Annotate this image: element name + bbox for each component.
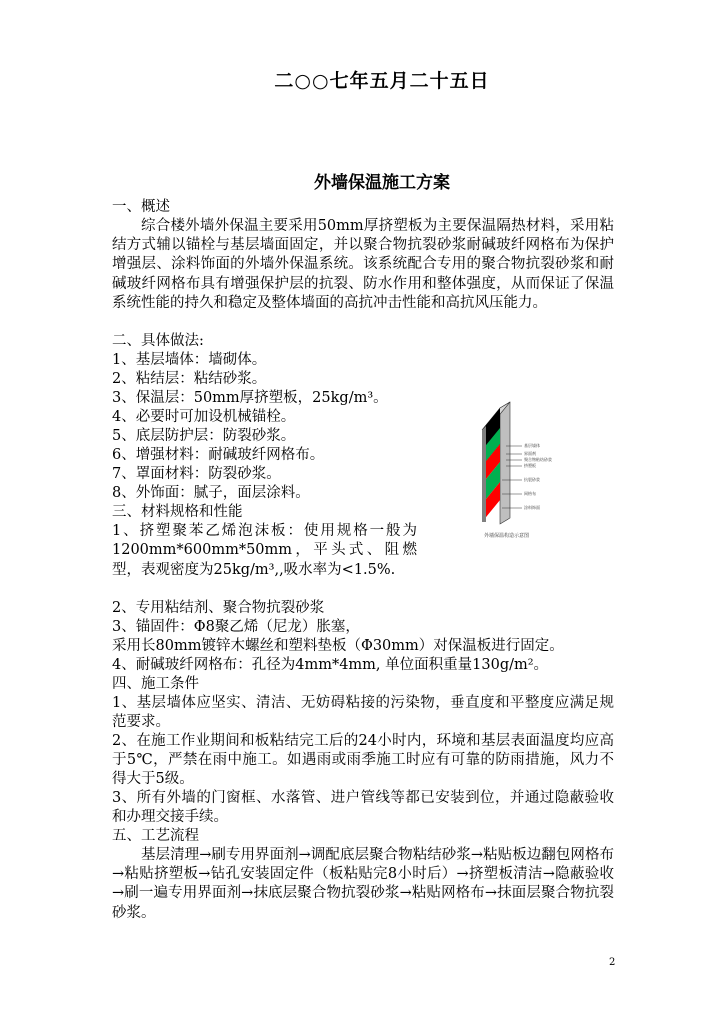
figure-label: 界面剂 [524, 451, 536, 456]
section3-item3a: 3、锚固件：Φ8聚乙烯（尼龙）胀塞， [112, 619, 360, 635]
figure-label: 涂料饰面 [524, 505, 540, 510]
section4-heading: 四、施工条件 [112, 676, 199, 692]
section1-paragraph: 综合楼外墙外保温主要采用50mm厚挤塑板为主要保温隔热材料，采用粘结方式辅以锚栓与基层墙面固定，并以聚合物抗裂砂浆耐碱玻纤网格布为保护增强层、涂料饰面的外墙外保温系统。该系统配合专用的聚合物抗裂砂浆和耐碱玻纤网格布具有增强保护层的抗裂、防水作用和整体强度，从而保证了保温系统性能的持久和稳定及整体墙面的高抗冲击性能和高抗风压能力。 [112, 218, 614, 311]
figure-label: 挤塑板 [524, 463, 536, 468]
section3-item3b: 采用长80mm镀锌木螺丝和塑料垫板（Φ30mm）对保温板进行固定。 [112, 638, 564, 654]
section3-item2: 2、专用粘结剂、聚合物抗裂砂浆 [112, 600, 325, 616]
figure-label: 基层墙体 [524, 443, 540, 448]
section4-item2: 2、在施工作业期间和板粘结完工后的24小时内，环境和基层表面温度均应高于5℃，严禁在雨中施工。如遇雨或雨季施工时应有可靠的防雨措施，风力不得大于5级。 [112, 733, 614, 788]
list-item: 2、粘结层：粘结砂浆。 [112, 371, 267, 387]
page-number: 2 [609, 957, 616, 968]
section4-item1: 1、基层墙体应坚实、清洁、无妨碍粘接的污染物，垂直度和平整度应满足规范要求。 [112, 695, 614, 731]
figure-caption: 外墙保温构造示意图 [484, 533, 530, 539]
list-item: 7、罩面材料：防裂砂浆。 [112, 466, 281, 482]
list-item: 8、外饰面：腻子，面层涂料。 [112, 485, 310, 501]
section4-item3: 3、所有外墙的门窗框、水落管、进户管线等都已安装到位，并通过隐蔽验收和办理交接手续。 [112, 790, 614, 826]
figure-label: 网格布 [524, 491, 536, 496]
section3-item1: 1、挤塑聚苯乙烯泡沫板：使用规格一般为1200mm*600mm*50mm，平头式、阻燃型，表观密度为25kg/m³,,吸水率为<1.5%. [112, 523, 417, 578]
list-item: 1、基层墙体：墙砌体。 [112, 352, 267, 368]
figure-label: 抗裂砂浆 [524, 477, 540, 482]
insulation-diagram [462, 400, 612, 540]
section3-heading: 三、材料规格和性能 [112, 504, 243, 520]
section5-paragraph: 基层清理→刷专用界面剂→调配底层聚合物粘结砂浆→粘贴板边翻包网格布→粘贴挤塑板→钻孔安装固定件（板粘贴完8小时后）→挤塑板清洁→隐蔽验收→刷一遍专用界面剂→抹底层聚合物抗裂砂浆→粘贴网格布→抹面层聚合物抗裂砂浆。 [112, 847, 614, 921]
wall-layer-gray [500, 402, 510, 524]
section3-item4: 4、耐碱玻纤网格布：孔径为4mm*4mm, 单位面积重量130g/m²。 [112, 657, 549, 673]
document-title: 外墙保温施工方案 [314, 173, 450, 193]
list-item: 6、增强材料：耐碱玻纤网格布。 [112, 447, 325, 463]
document-date: 二○○七年五月二十五日 [274, 70, 490, 92]
wall-edge [482, 426, 486, 522]
list-item: 5、底层防护层：防裂砂浆。 [112, 428, 296, 444]
figure-label: 聚合物粘结砂浆 [524, 457, 552, 462]
section1-heading: 一、概述 [112, 199, 170, 215]
list-item: 3、保温层：50mm厚挤塑板，25kg/m³。 [112, 390, 388, 406]
section2-heading: 二、具体做法: [112, 333, 204, 349]
section5-heading: 五、工艺流程 [112, 828, 199, 844]
list-item: 4、必要时可加设机械锚栓。 [112, 409, 296, 425]
insulation-diagram-svg [462, 400, 612, 540]
